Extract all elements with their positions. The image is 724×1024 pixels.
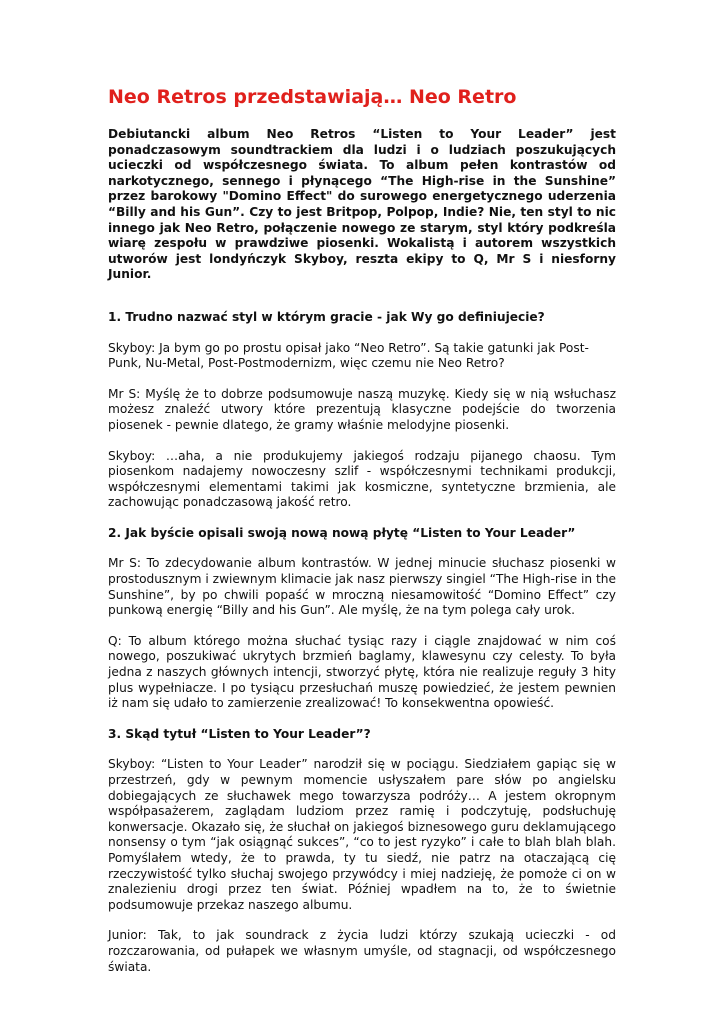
answer-paragraph: Mr S: To zdecydowanie album kontrastów. W jednej minucie słuchasz piosenki w prostodusznym i zwiewnym klimacie jak nasz pierwszy singiel “The High-rise in the Sunshine”, by po chwili popaść w mroczną niesamowitość “Domino Effect” czy punkową energię “Billy and his Gun”. Ale myślę, że na tym polega cały urok. bbox=[108, 556, 616, 618]
answer-paragraph: Junior: Tak, to jak soundrack z życia ludzi którzy szukają ucieczki - od rozczarowania, od pułapek we własnym umyśle, od stagnacji, od współczesnego świata. bbox=[108, 928, 616, 974]
answer-paragraph: Skyboy: Ja bym go po prostu opisał jako “Neo Retro”. Są takie gatunki jak Post-Punk, Nu-Metal, Post-Postmodernizm, więc czemu nie Neo Retro? bbox=[108, 340, 589, 371]
section-2 bbox=[108, 526, 616, 712]
document-page bbox=[108, 86, 616, 990]
section-3 bbox=[108, 727, 616, 975]
intro-paragraph: Debiutancki album Neo Retros “Listen to Your Leader” jest ponadczasowym soundtrackiem dla ludzi i o ludziach poszukujących ucieczki od współczesnego świata. To album pełen kontrastów od narkotycznego, sennego i płynącego “The High-rise in the Sunshine” przez barokowy "Domino Effect" do surowego energetycznego uderzenia “Billy and his Gun”. Czy to jest Britpop, Polpop, Indie? Nie, ten styl to nic innego jak Neo Retro, połączenie nowego ze starym, styl który podkreśla wiarę zespołu w prawdziwe piosenki. Wokalistą i autorem wszystkich utworów jest londyńczyk Skyboy, reszta ekipy to Q, Mr S i niesforny Junior. bbox=[108, 127, 616, 282]
answer-paragraph: Mr S: Myślę że to dobrze podsumowuje naszą muzykę. Kiedy się w nią wsłuchasz możesz znaleźć utwory które prezentują klasyczne podejście do tworzenia piosenek - pewnie dlatego, że gramy właśnie melodyjne piosenki. bbox=[108, 386, 616, 432]
section-heading: 1. Trudno nazwać styl w którym gracie - jak Wy go definiujecie? bbox=[108, 309, 545, 324]
answer-paragraph: Q: To album którego można słuchać tysiąc razy i ciągle znajdować w nim coś nowego, poszukiwać ukrytych brzmień baglamy, klawesynu czy celesty. To była jedna z naszych głównych intencji, stworzyć płytę, która nie realizuje reguły 3 hity plus wypełniacze. I po tysiącu przesłuchań muszę powiedzieć, że jestem pewnien iż nam się udało to zamierzenie zrealizować! To konsekwentna opowieść. bbox=[108, 633, 616, 711]
section-1 bbox=[108, 310, 616, 511]
answer-paragraph: Skyboy: …aha, a nie produkujemy jakiegoś rodzaju pijanego chaosu. Tym piosenkom nadajemy nowoczesny szlif - współczesnymi technikami produkcji, współczesnymi elementami takimi jak kosmiczne, syntetyczne brzmienia, ale zachowując ponadczasową jakość retro. bbox=[108, 448, 616, 510]
answer-paragraph: Skyboy: “Listen to Your Leader” narodził się w pociągu. Siedziałem gapiąc się w przestrzeń, gdy w pewnym momencie usłyszałem pare słów po angielsku dobiegających ze słuchawek mego towarzysza podróży… A jestem okropnym współpasażerem, zaglądam ludziom przez ramię i podczytuję, podsłuchuję konwersacje. Okazało się, że słuchał on jakiegoś biznesowego guru deklamującego nonsensy o tym “jak osiągnąć sukces”, “co to jest ryzyko” i całe to blah blah blah. Pomyślałem wtedy, że to prawda, ty tu siedź, nie patrz na otaczającą cię rzeczywistość tylko słuchaj swojego przywódcy i miej nadzieję, że pomoże ci on w znalezieniu drogi przez ten świat. Później wpadłem na to, że to świetnie podsumowuje przekaz naszego albumu. bbox=[108, 757, 616, 912]
document-title: Neo Retros przedstawiają… Neo Retro bbox=[108, 86, 517, 108]
section-heading: 2. Jak byście opisali swoją nową nową płytę “Listen to Your Leader” bbox=[108, 525, 576, 540]
section-heading: 3. Skąd tytuł “Listen to Your Leader”? bbox=[108, 726, 371, 741]
